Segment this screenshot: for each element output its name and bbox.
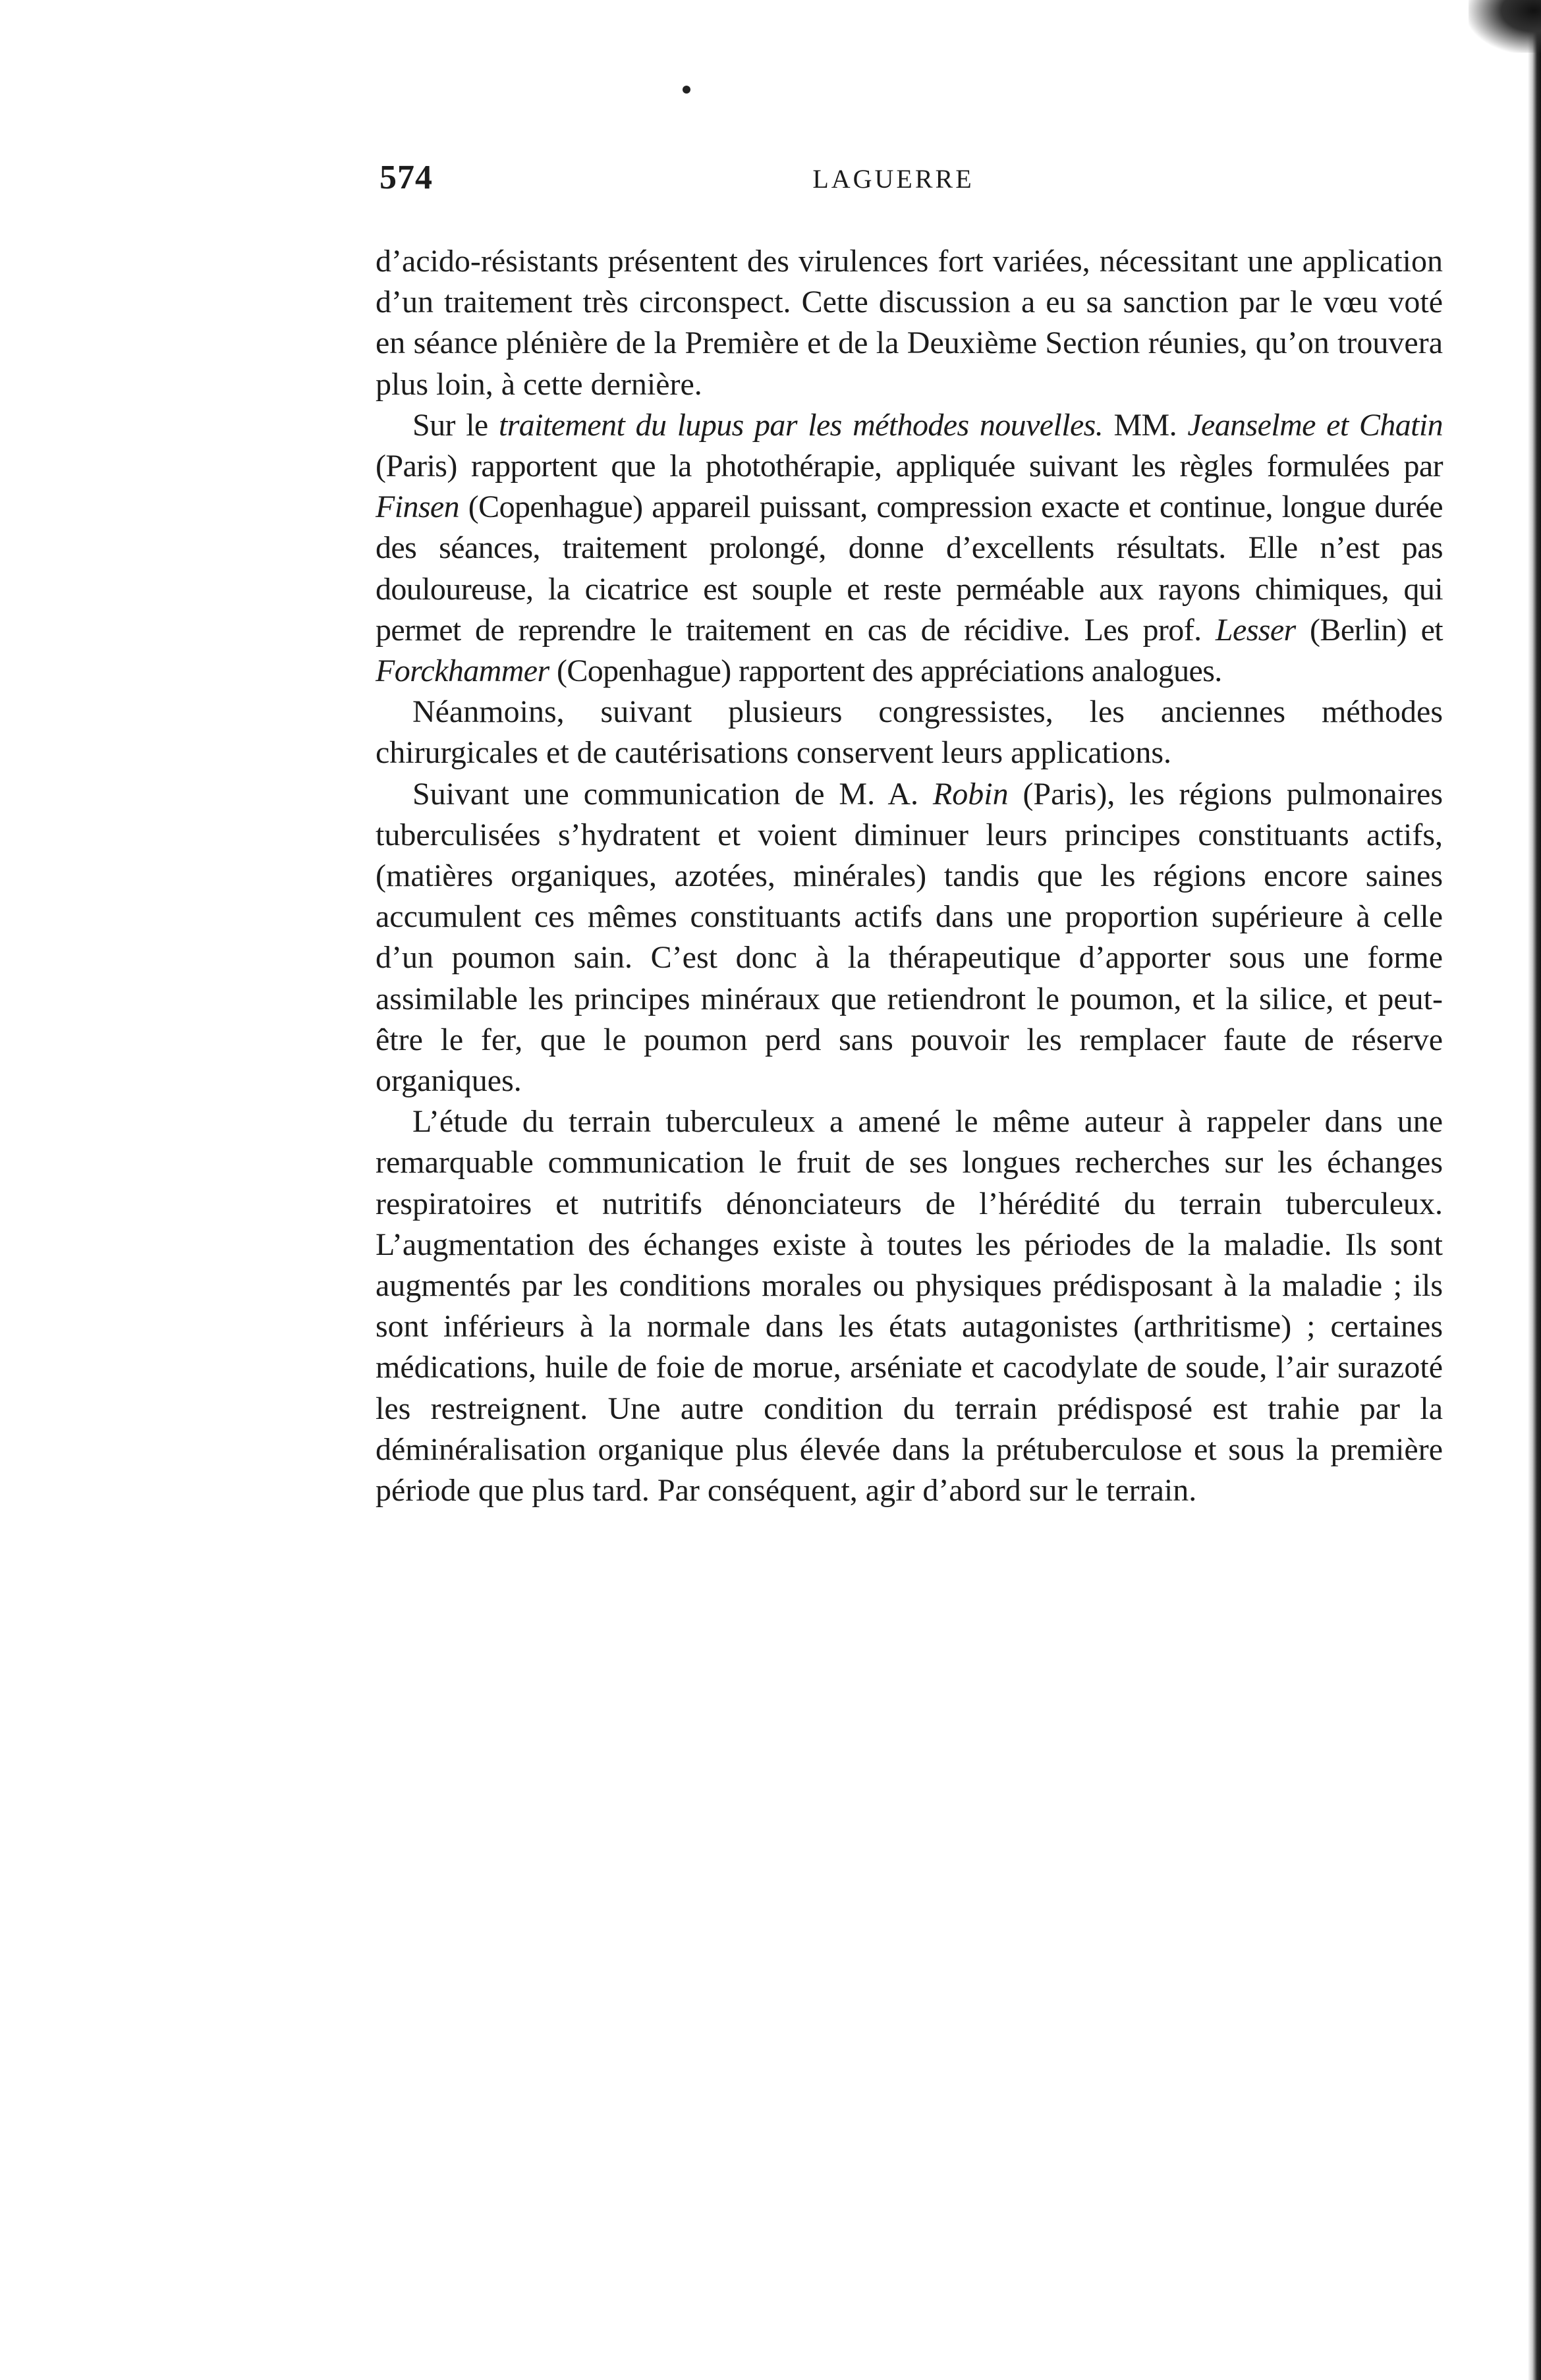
paragraph-3-text: Néanmoins, suivant plusieurs congressistes, les anciennes méthodes chirurgicales et de cautérisations conservent leurs applications. — [376, 694, 1443, 771]
paragraph-2-italic-authors: Jeanselme et Chatin — [1187, 407, 1443, 443]
paragraph-3 — [376, 692, 1443, 773]
page-header — [379, 158, 1407, 204]
paragraph-4-text-b: (Paris), les régions pulmonaires tuberculisées s’hydratent et voient diminuer leurs principes constituants actifs, (matières organiques, azotées, minérales) tandis que les régions encore saines accumulent ces mêmes constituants actifs dans une proportion supérieure à celle d’un poumon sain. C’est donc à la thérapeutique d’apporter sous une forme assimilable les principes minéraux que retiendront le poumon, et la silice, et peut-être le fer, que le poumon perd sans pouvoir les remplacer faute de réserve organiques. — [376, 776, 1443, 1099]
paragraph-2-text-f: (Copenhague) rapportent des appréciations analogues. — [549, 653, 1222, 689]
page-binding-edge — [1528, 0, 1541, 2380]
paragraph-2 — [376, 405, 1443, 692]
paragraph-2-italic-title: traitement du lupus par les méthodes nouvelles. — [498, 407, 1104, 443]
paragraph-5-text: L’étude du terrain tuberculeux a amené le même auteur à rappeler dans une remarquable communication le fruit de ses longues recherches sur les échanges respiratoires et nutritifs dénonciateurs de l’hérédité du terrain tuberculeux. L’augmentation des échanges existe à toutes les périodes de la maladie. Ils sont augmentés par les conditions morales ou physiques prédisposant à la maladie ; ils sont inférieurs à la normale dans les états autagonistes (arthritisme) ; certaines médications, huile de foie de morue, arséniate et cacodylate de soude, l’air surazoté les restreignent. Une autre condition du terrain prédisposé est trahie par la déminéralisation organique plus élevée dans la prétuberculose et sous la première période que plus tard. Par conséquent, agir d’abord sur le terrain. — [376, 1104, 1443, 1508]
page-corner-shadow — [1469, 0, 1541, 53]
running-head: LAGUERRE — [812, 164, 974, 194]
paragraph-4-italic-robin: Robin — [932, 776, 1009, 812]
paragraph-2-text-c: (Paris) rapportent que la photothérapie, appliquée suivant les règles formulées par — [376, 449, 1443, 484]
paragraph-2-text-a: Sur le — [412, 407, 499, 443]
paragraph-2-italic-forckhammer: Forckhammer — [376, 653, 549, 689]
page-number: 574 — [379, 159, 433, 196]
paragraph-2-italic-lesser: Lesser — [1215, 612, 1296, 648]
body-text — [376, 241, 1443, 1511]
ink-dot — [683, 86, 690, 94]
paragraph-2-text-b: MM. — [1103, 407, 1188, 443]
paragraph-2-text-e: (Berlin) et — [1295, 612, 1443, 648]
paragraph-4 — [376, 774, 1443, 1102]
paragraph-2-italic-finsen: Finsen — [376, 489, 460, 525]
paragraph-2-text-d: (Copenhague) appareil puissant, compression exacte et continue, longue durée des séances, traitement prolongé, donne d’excellents résultats. Elle n’est pas douloureuse, la cicatrice est souple et reste perméable aux rayons chimiques, qui permet de reprendre le traitement en cas de récidive. Les prof. — [376, 489, 1443, 648]
paragraph-1 — [376, 241, 1443, 405]
paragraph-1-text: d’acido-résistants présentent des virulences fort variées, nécessitant une application d’un traitement très circonspect. Cette discussion a eu sa sanction par le vœu voté en séance plénière de la Première et de la Deuxième Section réunies, qu’on trouvera plus loin, à cette dernière. — [376, 244, 1443, 402]
paragraph-4-text-a: Suivant une communication de M. A. — [412, 776, 933, 812]
paragraph-5 — [376, 1101, 1443, 1511]
